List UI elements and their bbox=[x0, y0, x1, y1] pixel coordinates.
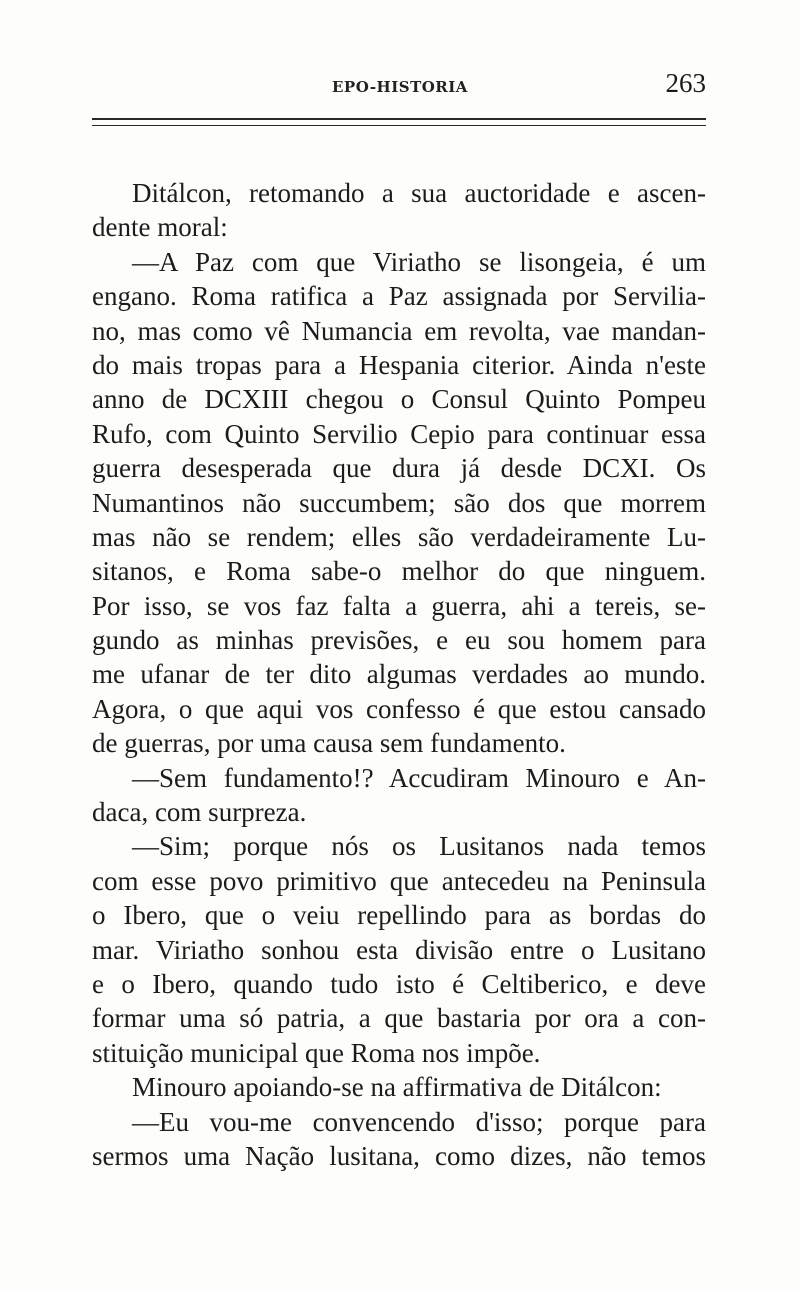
text-line: stituição municipal que Roma nos impõe. bbox=[92, 1037, 541, 1068]
text-line: no, mas como vê Numancia em revolta, vae mandan- bbox=[92, 315, 706, 346]
text-line: anno de DCXIII chegou o Consul Quinto Pompeu bbox=[92, 384, 706, 415]
text-line: mar. Viriatho sonhou esta divisão entre o Lusitano bbox=[92, 934, 706, 965]
text-line: Rufo, com Quinto Servilio Cepio para continuar essa bbox=[92, 418, 706, 449]
text-line: o Ibero, que o veiu repellindo para as bordas do bbox=[92, 900, 706, 931]
text-line: sitanos, e Roma sabe-o melhor do que ninguem. bbox=[92, 556, 706, 587]
text-line: —Eu vou-me convencendo d'isso; porque para bbox=[132, 1106, 706, 1137]
page-number: 263 bbox=[665, 68, 706, 98]
text-line: Minouro apoiando-se na affirmativa de Ditálcon: bbox=[132, 1072, 662, 1103]
text-line: do mais tropas para a Hespania citerior. Ainda n'este bbox=[92, 349, 706, 380]
text-line: e o Ibero, quando tudo isto é Celtiberico, e deve bbox=[92, 968, 706, 999]
text-line: gundo as minhas previsões, e eu sou homem para bbox=[92, 625, 706, 656]
text-line: —Sem fundamento!? Accudiram Minouro e An- bbox=[132, 762, 706, 793]
text-line: —A Paz com que Viriatho se lisongeia, é um bbox=[132, 246, 706, 277]
page-header bbox=[92, 66, 706, 106]
text-line: dente moral: bbox=[92, 212, 228, 243]
text-line: de guerras, por uma causa sem fundamento. bbox=[92, 728, 566, 759]
text-line: mas não se rendem; elles são verdadeiramente Lu- bbox=[92, 521, 706, 552]
text-line: daca, com surpreza. bbox=[92, 797, 307, 828]
text-line: sermos uma Nação lusitana, como dizes, não temos bbox=[92, 1140, 706, 1171]
header-rule-thin bbox=[92, 125, 706, 126]
text-line: me ufanar de ter dito algumas verdades ao mundo. bbox=[92, 659, 706, 690]
text-line: Agora, o que aqui vos confesso é que estou cansado bbox=[92, 693, 706, 724]
text-line: —Sim; porque nós os Lusitanos nada temos bbox=[132, 831, 706, 862]
text-line: Ditálcon, retomando a sua auctoridade e ascen- bbox=[132, 178, 706, 208]
text-line: com esse povo primitivo que antecedeu na Peninsula bbox=[92, 865, 706, 896]
body-text bbox=[92, 176, 706, 1173]
text-line: Numantinos não succumbem; são dos que morrem bbox=[92, 487, 706, 518]
text-line: guerra desesperada que dura já desde DCXI. Os bbox=[92, 453, 706, 484]
text-line: engano. Roma ratifica a Paz assignada por Servilia- bbox=[92, 281, 706, 312]
text-line: formar uma só patria, a que bastaria por ora a con- bbox=[92, 1003, 706, 1034]
running-head: EPO-HISTORIA bbox=[332, 78, 468, 96]
text-line: Por isso, se vos faz falta a guerra, ahi a tereis, se- bbox=[92, 590, 706, 621]
header-rule bbox=[92, 118, 706, 120]
